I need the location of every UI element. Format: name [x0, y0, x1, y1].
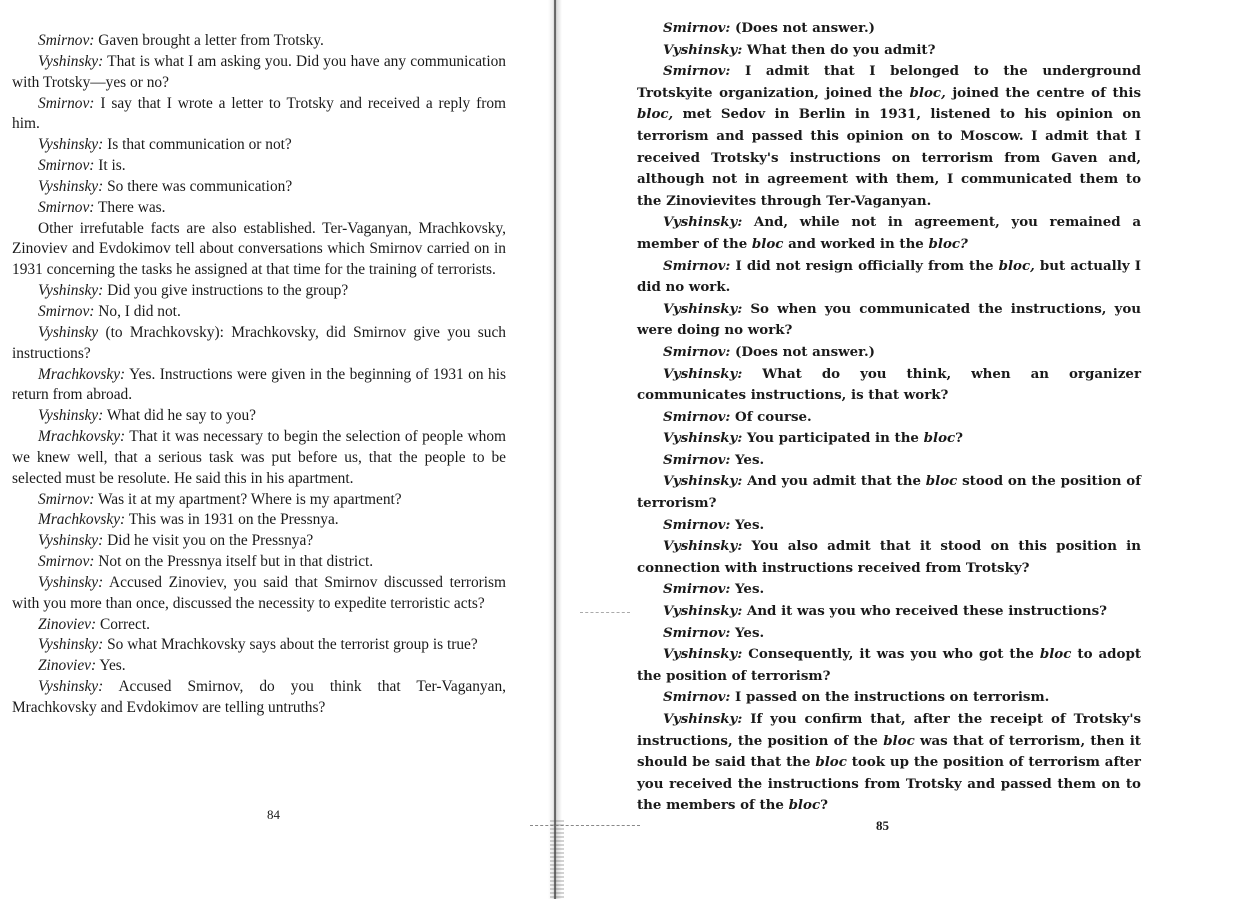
speaker-name: Smirnov: [663, 689, 731, 706]
speaker-name: Smirnov: [663, 516, 731, 533]
speaker-name: Smirnov: [663, 20, 731, 36]
paragraph-text: Gaven brought a letter from Trotsky. [94, 32, 324, 49]
speaker-name: Smirnov: [663, 343, 731, 360]
dialogue-paragraph [637, 601, 1141, 623]
paragraph-text: (Does not answer.) [730, 20, 875, 36]
dialogue-paragraph [637, 471, 1141, 514]
paragraph-text: Not on the Pressnya itself but in that district. [94, 553, 374, 571]
dialogue-paragraph [637, 623, 1141, 645]
speaker-name: Vyshinsky: [663, 473, 743, 490]
paragraph-text: If you confirm that, after the receipt of Trotsky's instructions, the position of the bloc was that of terrorism, then it should be said that the bloc took up the position of terrorism after you received the instructions from Trotsky and passed them on to the members of the bloc? [637, 711, 1141, 814]
paragraph-text: Yes. [96, 657, 126, 675]
speaker-name: Vyshinsky [38, 323, 99, 341]
paragraph-text: I say that I wrote a letter to Trotsky and received a reply from him. [12, 94, 506, 133]
speaker-name: Mrachkovsky: [38, 511, 126, 529]
paragraph-text: (Does not answer.) [730, 343, 875, 360]
dialogue-paragraph [637, 299, 1141, 342]
speaker-name: Vyshinsky: [663, 646, 743, 663]
dialogue-paragraph [637, 428, 1141, 450]
paragraph-text: Accused Zinoviev, you said that Smirnov discussed terrorism with you more than once, discussed the necessity to expedite terroristic acts? [12, 573, 506, 612]
dialogue-paragraph [637, 579, 1141, 601]
paragraph-text: This was in 1931 on the Pressnya. [125, 511, 339, 529]
paragraph-text: I admit that I belonged to the underground Trotskyite organization, joined the bloc, joined the centre of this bloc, met Sedov in Berlin in 1931, listened to his opinion on terrorism and passed this opinion on to Moscow. I admit that I received Trotsky's instructions on terrorism from Gaven and, although not in agreement with them, I communicated them to the Zinovievites through Ter-Vaganyan. [637, 63, 1141, 209]
right-page-text [637, 18, 1141, 817]
speaker-name: Vyshinsky: [663, 603, 743, 620]
paragraph-text: And you admit that the bloc stood on the position of terrorism? [637, 473, 1141, 512]
speaker-name: Smirnov: [663, 581, 731, 598]
dialogue-paragraph [637, 364, 1141, 407]
speaker-name: Smirnov: [38, 198, 95, 216]
speaker-name: Vyshinsky: [663, 430, 743, 447]
speaker-name: Zinoviev: [38, 657, 97, 675]
dialogue-paragraph [637, 40, 1141, 62]
paragraph-text: Other irrefutable facts are also established. Ter-Vaganyan, Mrachkovsky, Zinoviev and Evdokimov tell about conversations which Smirnov carried on in 1931 concerning the tasks he assigned at that time for the training of terrorists. [12, 219, 506, 279]
speaker-name: Vyshinsky: [663, 300, 743, 317]
paragraph-text: What did he say to you? [103, 407, 256, 425]
paragraph-text: Yes. [730, 581, 765, 598]
speaker-name: Smirnov: [38, 490, 95, 508]
speaker-name: Smirnov: [663, 451, 731, 468]
speaker-name: Mrachkovsky: [38, 428, 126, 446]
speaker-name: Vyshinsky: [663, 538, 743, 555]
paragraph-text: Of course. [730, 408, 812, 425]
speaker-name: Smirnov: [663, 257, 731, 274]
paragraph-text: It is. [94, 157, 126, 175]
speaker-name: Smirnov: [38, 553, 95, 571]
paragraph-text: Yes. [730, 451, 765, 468]
paragraph-text: There was. [94, 198, 166, 216]
page-number-right: 85 [876, 818, 889, 833]
speaker-name: Vyshinsky: [38, 136, 104, 154]
paragraph-text: No, I did not. [94, 302, 181, 320]
paragraph-text: Was it at my apartment? Where is my apartment? [94, 490, 402, 508]
speaker-name: Vyshinsky: [38, 282, 104, 300]
speaker-name: Vyshinsky: [38, 52, 104, 70]
paragraph-text: What then do you admit? [742, 41, 936, 58]
dialogue-paragraph [637, 709, 1141, 817]
paragraph-text: And, while not in agreement, you remained a member of the bloc and worked in the bloc? [637, 214, 1141, 252]
paragraph-text: You participated in the bloc? [742, 430, 964, 447]
paragraph-text: What do you think, when an organizer communicates instructions, is that work? [637, 365, 1141, 404]
dialogue-paragraph [637, 644, 1141, 687]
paragraph-text: Yes. [730, 624, 765, 641]
dialogue-paragraph [637, 256, 1141, 299]
paragraph-text: (to Mrachkovsky): Mrachkovsky, did Smirnov give you such instructions? [12, 323, 506, 362]
paragraph-text: Is that communication or not? [103, 136, 292, 154]
dialogue-paragraph [637, 450, 1141, 472]
paragraph-text: Yes. [730, 516, 765, 533]
speaker-name: Smirnov: [38, 302, 95, 320]
dialogue-paragraph [637, 515, 1141, 537]
paragraph-text: So when you communicated the instructions, you were doing no work? [637, 300, 1141, 339]
speaker-name: Vyshinsky: [663, 365, 743, 382]
speaker-name: Vyshinsky: [663, 41, 743, 58]
paragraph-text: So what Mrachkovsky says about the terrorist group is true? [103, 636, 478, 654]
paragraph-text: So there was communication? [103, 177, 293, 195]
speaker-name: Vyshinsky: [38, 532, 104, 550]
speaker-name: Vyshinsky: [38, 636, 104, 654]
speaker-name: Smirnov: [38, 157, 95, 175]
paragraph-text: Consequently, it was you who got the bloc to adopt the position of terrorism? [637, 646, 1142, 684]
dialogue-paragraph [637, 18, 1141, 40]
speaker-name: Vyshinsky: [38, 678, 104, 696]
dialogue-paragraph [637, 407, 1141, 429]
paragraph-text: You also admit that it stood on this position in connection with instructions received from Trotsky? [637, 538, 1141, 576]
paragraph-text: That is what I am asking you. Did you have any communication with Trotsky—yes or no? [12, 52, 506, 91]
speaker-name: Zinoviev: [38, 615, 97, 633]
paragraph-text: And it was you who received these instructions? [742, 603, 1108, 620]
paragraph-text: That it was necessary to begin the selection of people whom we knew well, that a serious task was put before us, that the people to be selected must be resolute. He said this in his apartment. [12, 428, 506, 487]
speaker-name: Smirnov: [663, 624, 731, 641]
paragraph-text: Correct. [96, 615, 150, 633]
dialogue-paragraph [637, 536, 1141, 579]
dialogue-paragraph [637, 342, 1141, 364]
speaker-name: Smirnov: [38, 94, 95, 112]
speaker-name: Vyshinsky: [663, 711, 743, 727]
dialogue-paragraph [637, 212, 1141, 255]
speaker-name: Smirnov: [38, 32, 95, 49]
speaker-name: Mrachkovsky: [38, 365, 126, 383]
speaker-name: Smirnov: [663, 63, 731, 80]
paragraph-text: I did not resign officially from the bloc, but actually I did no work. [637, 257, 1141, 296]
speaker-name: Vyshinsky: [663, 214, 743, 231]
paragraph-text: Yes. Instructions were given in the beginning of 1931 on his return from abroad. [12, 365, 506, 404]
dialogue-paragraph [637, 61, 1141, 212]
paragraph-text: Did he visit you on the Pressnya? [103, 532, 314, 550]
paragraph-text: I passed on the instructions on terrorism. [730, 689, 1050, 706]
paragraph-text: Did you give instructions to the group? [103, 282, 349, 300]
paragraph-text: Accused Smirnov, do you think that Ter-Vaganyan, Mrachkovsky and Evdokimov are telling untruths? [12, 678, 506, 716]
speaker-name: Vyshinsky: [38, 407, 104, 425]
page-number-left: 84 [267, 807, 280, 822]
dialogue-paragraph [637, 687, 1141, 709]
speaker-name: Vyshinsky: [38, 177, 104, 195]
speaker-name: Vyshinsky: [38, 573, 104, 591]
speaker-name: Smirnov: [663, 408, 731, 425]
